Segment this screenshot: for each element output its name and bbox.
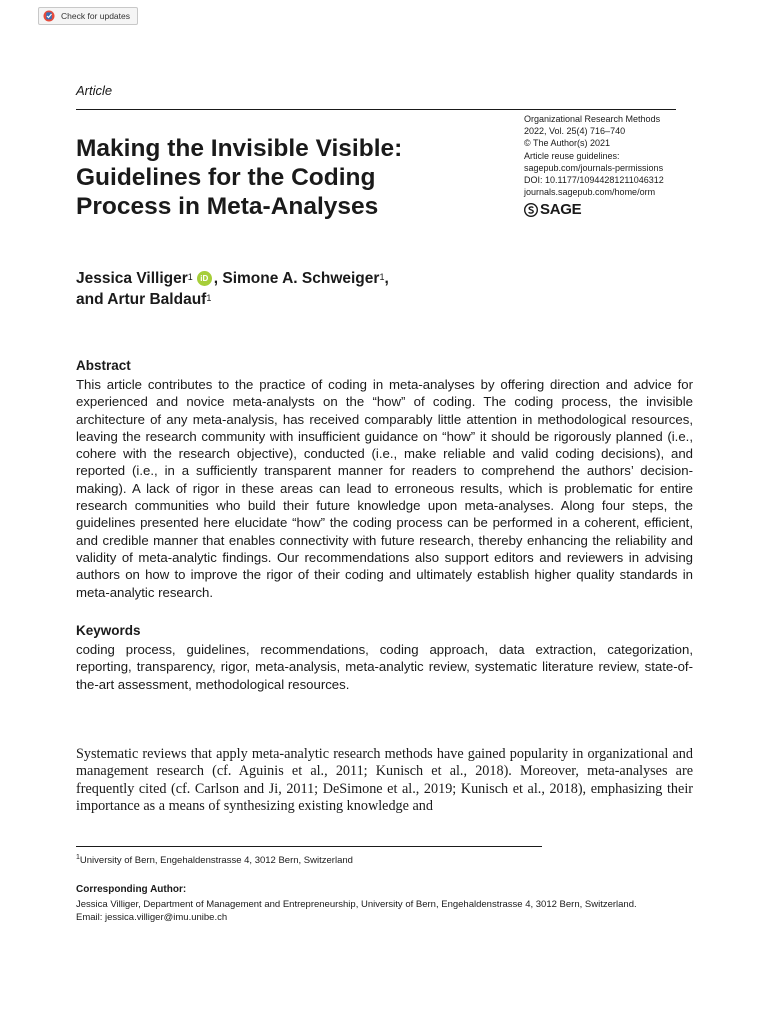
journal-home-link[interactable]: journals.sagepub.com/home/orm xyxy=(524,187,656,198)
author-separator: , xyxy=(384,270,389,287)
abstract-text: This article contributes to the practice of coding in meta-analyses by offering direction and advice for experienced and novice meta-analysts on the “how” of coding. The coding process, the invisible architecture of any meta-analysis, has received comparably little attention in methodological resources, leaving the research community with insufficient guidance on “how” it should be rigorously planned (i.e., cohere with the research objective), conducted (i.e., make reliable and valid coding decisions), and reported (i.e., in a sufficiently transparent manner for readers to comprehend the authors’ decision-making). A lack of rigor in these areas can lead to erroneous results, which is problematic for entire research communities who build their future knowledge upon meta-analyses. Along four steps, the guidelines presented here elucidate “how” the coding process can be performed in a coherent, efficient, and credible manner that enables connectivity with future research, thereby enhancing the reliability and validity of meta-analytic findings. Our recommendations also support editors and reviewers in advising authors on how to improve the rigor of their coding and ultimately establish higher quality standards in meta-analytic research. xyxy=(76,377,693,600)
author-name: , Simone A. Schweiger xyxy=(213,270,380,287)
orcid-icon[interactable]: iD xyxy=(197,271,212,286)
doi-link[interactable]: DOI: 10.1177/10944281211046312 xyxy=(524,175,664,186)
journal-volume: 2022, Vol. 25(4) 716–740 xyxy=(524,126,626,137)
check-for-updates-label: Check for updates xyxy=(61,11,130,21)
body-paragraph: Systematic reviews that apply meta-analytic research methods have gained popularity in organizational and management research (cf. Aguinis et al., 2011; Kunisch et al., 2018). Moreover, meta-analyses are frequently cited (cf. Carlson and Ji, 2011; DeSimone et al., 2019; Kunisch et al., 2018), emphasizing their importance as a means of synthesizing existing knowledge and xyxy=(76,746,693,815)
affiliation-marker: 1 xyxy=(187,272,193,282)
title-line: Making the Invisible Visible: xyxy=(76,135,403,162)
reuse-label: Article reuse guidelines: xyxy=(524,150,620,161)
crossmark-icon xyxy=(43,10,55,22)
sage-mark-icon xyxy=(524,203,538,217)
header-divider xyxy=(76,109,676,110)
affiliation-marker: 1 xyxy=(206,293,212,303)
journal-metadata xyxy=(524,113,664,198)
affiliation-marker: 1 xyxy=(379,272,385,282)
keywords-text: coding process, guidelines, recommendations, coding approach, data extraction, categorization, reporting, transparency, rigor, meta-analysis, meta-analytic review, systematic literature review, state-of-the-art assessment, methodological resources. xyxy=(76,642,693,692)
footnote-divider xyxy=(76,846,542,847)
sage-logo xyxy=(524,201,581,218)
affiliation-footnote xyxy=(76,854,353,866)
permissions-link[interactable]: sagepub.com/journals-permissions xyxy=(524,162,664,173)
title-line: Process in Meta-Analyses xyxy=(76,193,379,220)
abstract-heading: Abstract xyxy=(76,358,131,373)
article-title xyxy=(76,134,496,221)
affiliation-text: University of Bern, Engehaldenstrasse 4, 3012 Bern, Switzerland xyxy=(79,855,353,867)
corresponding-author-address: Jessica Villiger, Department of Management and Entrepreneurship, University of Bern, Engehaldenstrasse 4, 3012 Bern, Switzerland. xyxy=(76,899,637,910)
corresponding-author-heading: Corresponding Author: xyxy=(76,884,187,895)
affiliation-marker: 1 xyxy=(76,854,80,861)
journal-name: Organizational Research Methods xyxy=(524,114,661,124)
author-name: and Artur Baldauf xyxy=(76,291,207,308)
article-type-label: Article xyxy=(76,83,113,98)
check-for-updates-button[interactable] xyxy=(38,7,138,25)
author-name: Jessica Villiger xyxy=(76,270,188,287)
title-line: Guidelines for the Coding xyxy=(76,164,376,191)
author-list xyxy=(76,268,389,310)
copyright-line: © The Author(s) 2021 xyxy=(524,138,611,149)
corresponding-author-details xyxy=(76,898,693,924)
sage-logo-text: SAGE xyxy=(540,201,582,218)
keywords-heading: Keywords xyxy=(76,623,141,638)
corresponding-author-email[interactable]: Email: jessica.villiger@imu.unibe.ch xyxy=(76,912,228,923)
